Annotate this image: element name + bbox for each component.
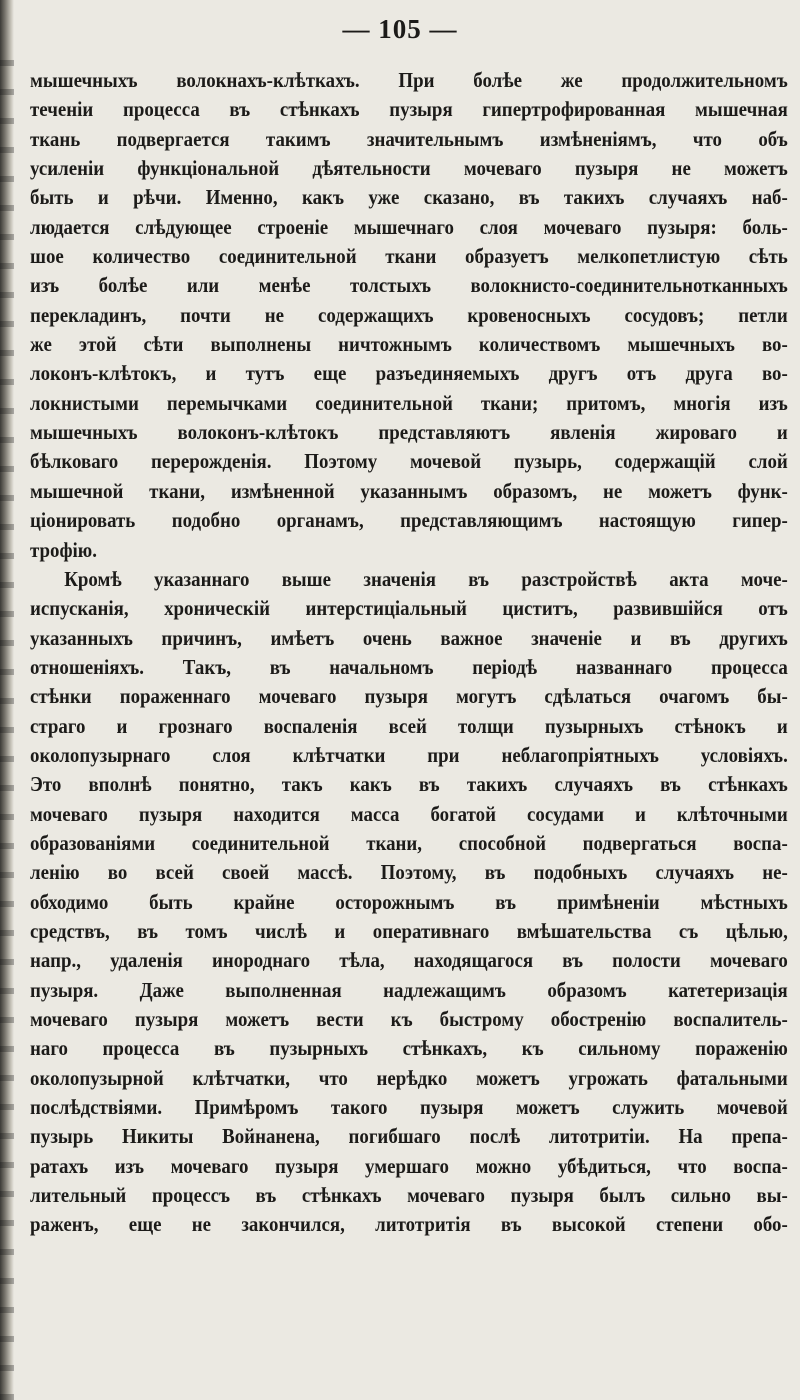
text-line: средствъ, въ томъ числѣ и оперативнаго вмѣшательства съ цѣлью, [30, 918, 788, 943]
text-line: мышечныхъ волокнахъ-клѣткахъ. При болѣе же продолжительномъ [30, 68, 788, 92]
text-line: бѣлковаго перерожденія. Поэтому мочевой пузырь, содержащій слой [30, 449, 788, 474]
text-line: околопузырнаго слоя клѣтчатки при неблагопріятныхъ условіяхъ. [30, 742, 788, 767]
text-line: ціонировать подобно органамъ, представляющимъ настоящую гипер- [30, 508, 788, 533]
text-line: Это вполнѣ понятно, такъ какъ въ такихъ случаяхъ въ стѣнкахъ [30, 772, 788, 797]
text-line: страго и грознаго воспаленія всей толщи пузырныхъ стѣнокъ и [30, 713, 788, 738]
text-line: мышечныхъ волоконъ-клѣтокъ представляютъ явленія жироваго и [30, 420, 788, 445]
text-line: лительный процессъ въ стѣнкахъ мочеваго пузыря былъ сильно вы- [30, 1183, 788, 1208]
text-line: указанныхъ причинъ, имѣетъ очень важное значеніе и въ другихъ [30, 625, 788, 650]
page-number: — 105 — [342, 14, 458, 44]
text-line: раженъ, еще не закончился, литотритія въ высокой степени обо- [30, 1212, 788, 1237]
text-line: локонъ-клѣтокъ, и тутъ еще разъединяемыхъ другъ отъ друга во- [30, 361, 788, 386]
text-line: быть и рѣчи. Именно, какъ уже сказано, въ такихъ случаяхъ наб- [30, 185, 788, 210]
text-line: людается слѣдующее строеніе мышечнаго слоя мочеваго пузыря: боль- [30, 214, 788, 239]
paragraph [30, 565, 788, 1240]
text-line: обходимо быть крайне осторожнымъ въ примѣненіи мѣстныхъ [30, 889, 788, 914]
text-line: ленію во всей своей массѣ. Поэтому, въ подобныхъ случаяхъ не- [30, 860, 788, 885]
text-line: стѣнки пораженнаго мочеваго пузыря могутъ сдѣлаться очагомъ бы- [30, 684, 788, 709]
text-line: мышечной ткани, измѣненной указаннымъ образомъ, не можетъ функ- [30, 478, 788, 503]
text-line: пузырь Никиты Войнанена, погибшаго послѣ литотритіи. На препа- [30, 1124, 788, 1149]
text-line: изъ болѣе или менѣе толстыхъ волокнисто-соединительнотканныхъ [30, 273, 788, 298]
text-line: трофію. [30, 537, 97, 562]
paragraph [30, 66, 788, 565]
text-line: испусканія, хроническій интерстиціальный циститъ, развившійся отъ [30, 596, 788, 621]
binding-stitch-marks [0, 60, 14, 1400]
text-line: мочеваго пузыря можетъ вести къ быстрому обостренію воспалитель- [30, 1007, 788, 1031]
text-line: шое количество соединительной ткани образуетъ мелкопетлистую сѣть [30, 244, 788, 269]
text-line: пузыря. Даже выполненная надлежащимъ образомъ катетеризація [30, 977, 788, 1002]
text-line: напр., удаленія инороднаго тѣла, находящагося въ полости мочеваго [30, 948, 788, 973]
text-line: околопузырной клѣтчатки, что нерѣдко можетъ угрожать фатальными [30, 1065, 788, 1090]
text-line: образованіями соединительной ткани, способной подвергаться воспа- [30, 830, 788, 855]
text-line: ткань подвергается такимъ значительнымъ измѣненіямъ, что объ [30, 126, 788, 151]
text-line: наго процесса въ пузырныхъ стѣнкахъ, къ сильному пораженію [30, 1036, 788, 1061]
text-line: мочеваго пузыря находится масса богатой сосудами и клѣточными [30, 801, 788, 826]
text-line: отношеніяхъ. Такъ, въ начальномъ періодѣ названнаго процесса [30, 654, 788, 679]
text-line: же этой сѣти выполнены ничтожнымъ количествомъ мышечныхъ во- [30, 332, 788, 357]
text-line: Кромѣ указаннаго выше значенія въ разстройствѣ акта моче- [64, 566, 788, 591]
body-text [30, 66, 788, 1240]
text-line: ратахъ изъ мочеваго пузыря умершаго можно убѣдиться, что воспа- [30, 1153, 788, 1178]
text-line: теченіи процесса въ стѣнкахъ пузыря гипертрофированная мышечная [30, 97, 788, 122]
text-line: перекладинъ, почти не содержащихъ кровеносныхъ сосудовъ; петли [30, 302, 788, 327]
text-line: послѣдствіями. Примѣромъ такого пузыря можетъ служить мочевой [30, 1095, 788, 1120]
text-line: усиленіи функціональной дѣятельности мочеваго пузыря не можетъ [30, 156, 788, 181]
text-line: локнистыми перемычками соединительной ткани; притомъ, многія изъ [30, 390, 788, 415]
